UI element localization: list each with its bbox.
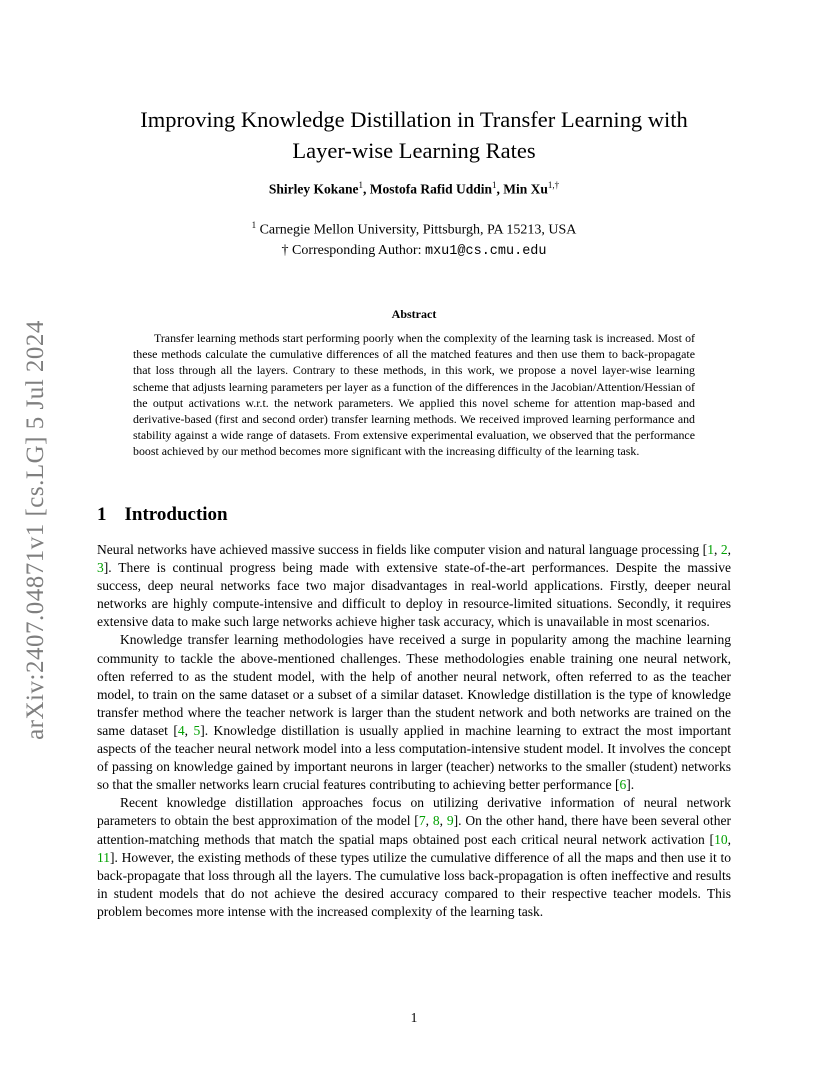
body-paragraph [97, 541, 731, 631]
arxiv-identifier-text: arXiv:2407.04871v1 [cs.LG] 5 Jul 2024 [22, 320, 49, 740]
author-name: Shirley Kokane [268, 181, 359, 197]
citation-link[interactable]: 8 [432, 813, 440, 829]
citation-link[interactable]: 3 [97, 560, 104, 576]
citation-link[interactable]: 10 [714, 831, 728, 847]
paragraph-text-run: ]. [626, 777, 635, 793]
author-affiliation-marker: 1 [492, 180, 497, 190]
paragraph-text-run: ]. There is continual progress being made with extensive state-of-the-art performances. Despite the massive success, deep neural networks face two major disadvantages in real-world applications. Firstly, deeper neural networks are highly compute-intensive and difficult to deploy in resource-limited situations. Secondly, it requires extensive data to make such large networks achieve higher task accuracy, which is unavailable in most scenarios. [97, 560, 731, 630]
citation-link[interactable]: 2 [720, 542, 728, 557]
abstract-heading: Abstract [391, 307, 437, 321]
paragraph-text-run: , [713, 542, 721, 557]
paragraph-text-run: , [727, 831, 731, 847]
paragraph-text-run: ]. Knowledge distillation is usually applied in machine learning to extract the most important aspects of the teacher neural network model into a less computation-intensive student model. It involves the concept of passing on knowledge gained by important neurons in larger (teacher) networks to the smaller (student) networks so that the smaller networks learn crucial features contributing to achieving better performance [ [97, 722, 731, 793]
author-separator: , [496, 181, 504, 197]
author-affiliation-marker: 1 [358, 180, 363, 190]
page-number: 1 [410, 1010, 418, 1025]
paragraph-text-run: , [184, 722, 194, 738]
paragraph-text-run: Knowledge transfer learning methodologies have received a surge in popularity among the machine learning community to tackle the above-mentioned challenges. These methodologies enable training one neural network, often referred to as the student model, with the help of another neural network, often referred to as the teacher model, to train on the same dataset or a subset of a similar dataset. Knowledge distillation is the type of knowledge transfer method where the teacher network is larger than the student network and both networks are trained on the same dataset [ [97, 632, 731, 738]
paragraph-text-run: Recent knowledge distillation approaches focus on utilizing derivative information of neural network parameters to obtain the best approximation of the model [ [97, 795, 731, 829]
citation-link[interactable]: 5 [193, 722, 201, 738]
section-heading [97, 504, 228, 526]
corresponding-author-line [0, 241, 828, 262]
paragraph-text-run: ]. However, the existing methods of these types utilize the cumulative difference of all the maps and then use it to back-propagate that loss through all the layers. The cumulative loss back-propagation is often ineffective and results in student models that do not achieve the desired accuracy compared to their respective teacher models. This problem becomes more intense with the increased complexity of the learning task. [97, 849, 731, 919]
author-name: Min Xu [503, 181, 548, 197]
author-separator: , [362, 181, 370, 197]
paper-title-line-2: Layer-wise Learning Rates [292, 138, 536, 163]
citation-link[interactable]: 9 [446, 813, 454, 829]
author-name: Mostofa Rafid Uddin [369, 181, 492, 197]
paragraph-text-run: , [439, 813, 447, 829]
introduction-body [97, 541, 731, 921]
affiliation-marker: 1 [251, 220, 257, 230]
author-affiliation-marker: 1,† [547, 180, 560, 190]
body-paragraph [97, 631, 731, 794]
citation-link[interactable]: 7 [418, 813, 426, 829]
corresponding-author-email[interactable]: mxu1@cs.cmu.edu [424, 243, 547, 259]
author-list [0, 180, 828, 198]
paper-title [0, 104, 828, 166]
paragraph-text-run: ]. On the other hand, there have been several other attention-matching methods that match the spatial maps obtained post each critical neural network activation [ [97, 813, 731, 847]
body-paragraph [97, 794, 731, 921]
arxiv-identifier-stamp [16, 300, 56, 760]
section-number: 1 [97, 504, 107, 525]
paragraph-text-run: , [425, 813, 433, 829]
citation-link[interactable]: 11 [97, 849, 111, 865]
affiliation-text: Carnegie Mellon University, Pittsburgh, PA 15213, USA [259, 222, 577, 238]
section-title: Introduction [124, 504, 228, 525]
citation-link[interactable]: 6 [619, 777, 627, 793]
paragraph-text-run: , [727, 542, 731, 557]
citation-link[interactable]: 1 [707, 542, 714, 557]
paper-title-line-1: Improving Knowledge Distillation in Transfer Learning with [140, 107, 688, 132]
citation-link[interactable]: 4 [177, 722, 185, 738]
corresponding-author-label: † Corresponding Author: [281, 242, 425, 258]
affiliation-line [0, 215, 828, 241]
affiliation-block [0, 215, 828, 262]
paragraph-text-run: Neural networks have achieved massive success in fields like computer vision and natural language processing [ [97, 542, 708, 557]
abstract-text: Transfer learning methods start performing poorly when the complexity of the learning task is increased. Most of these methods calculate the cumulative differences of all the matched features and then use them to back-propagate that loss through all the layers. Contrary to these methods, in this work, we propose a novel layer-wise learning scheme that adjusts learning parameters per layer as a function of the differences in the Jacobian/Attention/Hessian of the output activations w.r.t. the network parameters. We applied this novel scheme for attention map-based and derivative-based (first and second order) transfer learning methods. We received improved learning performance and stability against a wide range of datasets. From extensive experimental evaluation, we observed that the performance boost achieved by our method becomes more significant with the increasing difficulty of the learning task. [133, 331, 695, 459]
